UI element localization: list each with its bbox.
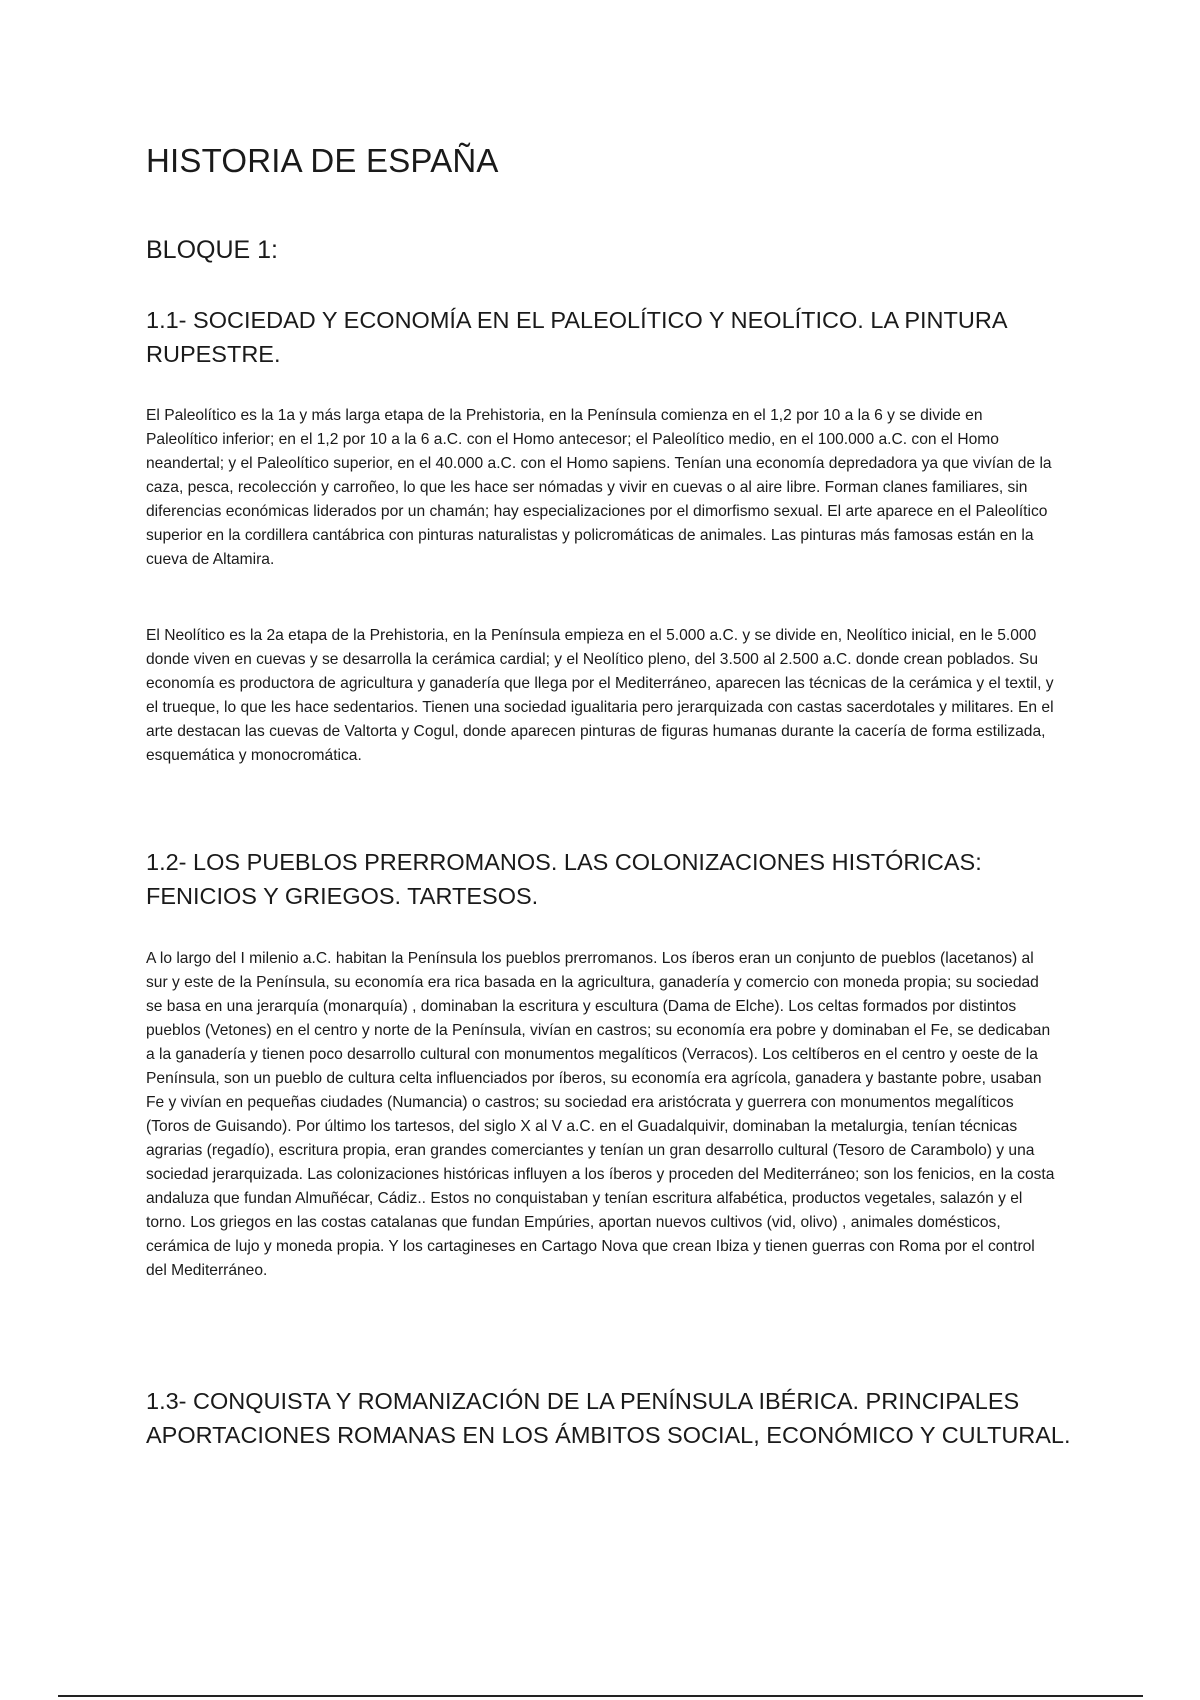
paragraph-pueblos-prerromanos: A lo largo del I milenio a.C. habitan la Península los pueblos prerromanos. Los íberos eran un conjunto de pueblos (lacetanos) al sur y este de la Península, su economía era rica basada en la agricultura, ganadería y comercio con moneda propia; su sociedad se basa en una jerarquía (monarquía) , dominaban la escritura y escultura (Dama de Elche). Los celtas formados por distintos pueblos (Vetones) en el centro y norte de la Península, vivían en castros; su economía era pobre y dominaban el Fe, se dedicaban a la ganadería y tienen poco desarrollo cultural con monumentos megalíticos (Verracos). Los celtíberos en el centro y oeste de la Península, son un pueblo de cultura celta influenciados por íberos, su economía era agrícola, ganadera y bastante pobre, usaban Fe y vivían en pequeñas ciudades (Numancia) o castros; su sociedad era aristócrata y guerrera con monumentos megalíticos (Toros de Guisando). Por último los tartesos, del siglo X al V a.C. en el Guadalquivir, dominaban la metalurgia, tenían técnicas agrarias (regadío), escritura propia, eran grandes comerciantes y tenían un gran desarrollo cultural (Tesoro de Carambolo) y una sociedad jerarquizada. Las colonizaciones históricas influyen a los íberos y proceden del Mediterráneo; son los fenicios, en la costa andaluza que fundan Almuñécar, Cádiz.. Estos no conquistaban y tenían escritura alfabética, productos vegetales, salazón y el torno. Los griegos en las costas catalanas que fundan Empúries, aportan nuevos cultivos (vid, olivo) , animales domésticos, cerámica de lujo y moneda propia. Y los cartagineses en Cartago Nova que crean Ibiza y tienen guerras con Roma por el control del Mediterráneo.	[146, 950, 1055, 1279]
block-title: BLOQUE 1:	[146, 236, 278, 264]
paragraph-neolitico: El Neolítico es la 2a etapa de la Prehistoria, en la Península empieza en el 5.000 a.C. y se divide en, Neolítico inicial, en le 5.000 donde viven en cuevas y se desarrolla la cerámica cardial; y el Neolítico pleno, del 3.500 al 2.500 a.C. donde crean poblados. Su economía es productora de agricultura y ganadería que llega por el Mediterráneo, aparecen las técnicas de la cerámica y el textil, y el trueque, lo que les hace sedentarios. Tienen una sociedad igualitaria pero jerarquizada con castas sacerdotales y militares. En el arte destacan las cuevas de Valtorta y Cogul, donde aparecen pinturas de figuras humanas durante la cacería de forma estilizada, esquemática y monocromática.	[146, 627, 1054, 764]
section-heading-1-2: 1.2- LOS PUEBLOS PRERROMANOS. LAS COLONIZACIONES HISTÓRICAS: FENICIOS Y GRIEGOS. TARTESOS.	[146, 849, 982, 909]
section-heading-1-3: 1.3- CONQUISTA Y ROMANIZACIÓN DE LA PENÍNSULA IBÉRICA. PRINCIPALES APORTACIONES ROMANAS EN LOS ÁMBITOS SOCIAL, ECONÓMICO Y CULTURAL.	[146, 1388, 1071, 1448]
section-heading-1-1: 1.1- SOCIEDAD Y ECONOMÍA EN EL PALEOLÍTICO Y NEOLÍTICO. LA PINTURA RUPESTRE.	[146, 307, 1007, 367]
paragraph-paleolitico: El Paleolítico es la 1a y más larga etapa de la Prehistoria, en la Península comienza en el 1,2 por 10 a la 6 y se divide en Paleolítico inferior; en el 1,2 por 10 a la 6 a.C. con el Homo antecesor; el Paleolítico medio, en el 100.000 a.C. con el Homo neandertal; y el Paleolítico superior, en el 40.000 a.C. con el Homo sapiens. Tenían una economía depredadora ya que vivían de la caza, pesca, recolección y carroñeo, lo que les hace ser nómadas y vivir en cuevas o al aire libre. Forman clanes familiares, sin diferencias económicas liderados por un chamán; hay especializaciones por el dimorfismo sexual. El arte aparece en el Paleolítico superior en la cordillera cantábrica con pinturas naturalistas y policromáticas de animales. Las pinturas más famosas están en la cueva de Altamira.	[146, 407, 1052, 568]
document-title: HISTORIA DE ESPAÑA	[146, 142, 499, 179]
page-bottom-rule	[58, 1695, 1143, 1697]
